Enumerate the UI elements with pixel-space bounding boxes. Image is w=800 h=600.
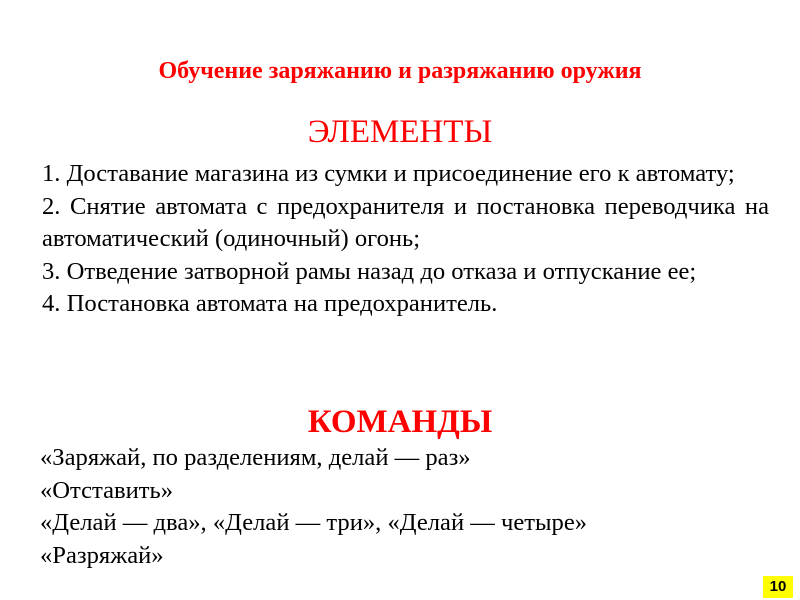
element-item: 4. Постановка автомата на предохранитель. bbox=[42, 290, 498, 317]
elements-heading: ЭЛЕМЕНТЫ bbox=[307, 114, 493, 150]
commands-heading: КОМАНДЫ bbox=[307, 404, 493, 440]
command-item: «Отставить» bbox=[40, 476, 174, 504]
element-item: 2. Снятие автомата с предохранителя и постановка переводчика на автоматический (одиночный) огонь; bbox=[42, 192, 769, 252]
command-item: «Заряжай, по разделениям, делай — раз» bbox=[40, 444, 471, 471]
commands-list bbox=[40, 442, 770, 572]
slide-title: Обучение заряжанию и разряжанию оружия bbox=[158, 58, 642, 84]
command-item: «Делай — два», «Делай — три», «Делай — четыре» bbox=[40, 509, 588, 536]
page-number-badge: 10 bbox=[763, 576, 793, 598]
elements-list bbox=[42, 158, 769, 321]
element-item: 1. Доставание магазина из сумки и присоединение его к автомату; bbox=[42, 160, 735, 187]
element-item: 3. Отведение затворной рамы назад до отказа и отпускание ее; bbox=[42, 257, 697, 285]
command-item: «Разряжай» bbox=[40, 541, 164, 569]
